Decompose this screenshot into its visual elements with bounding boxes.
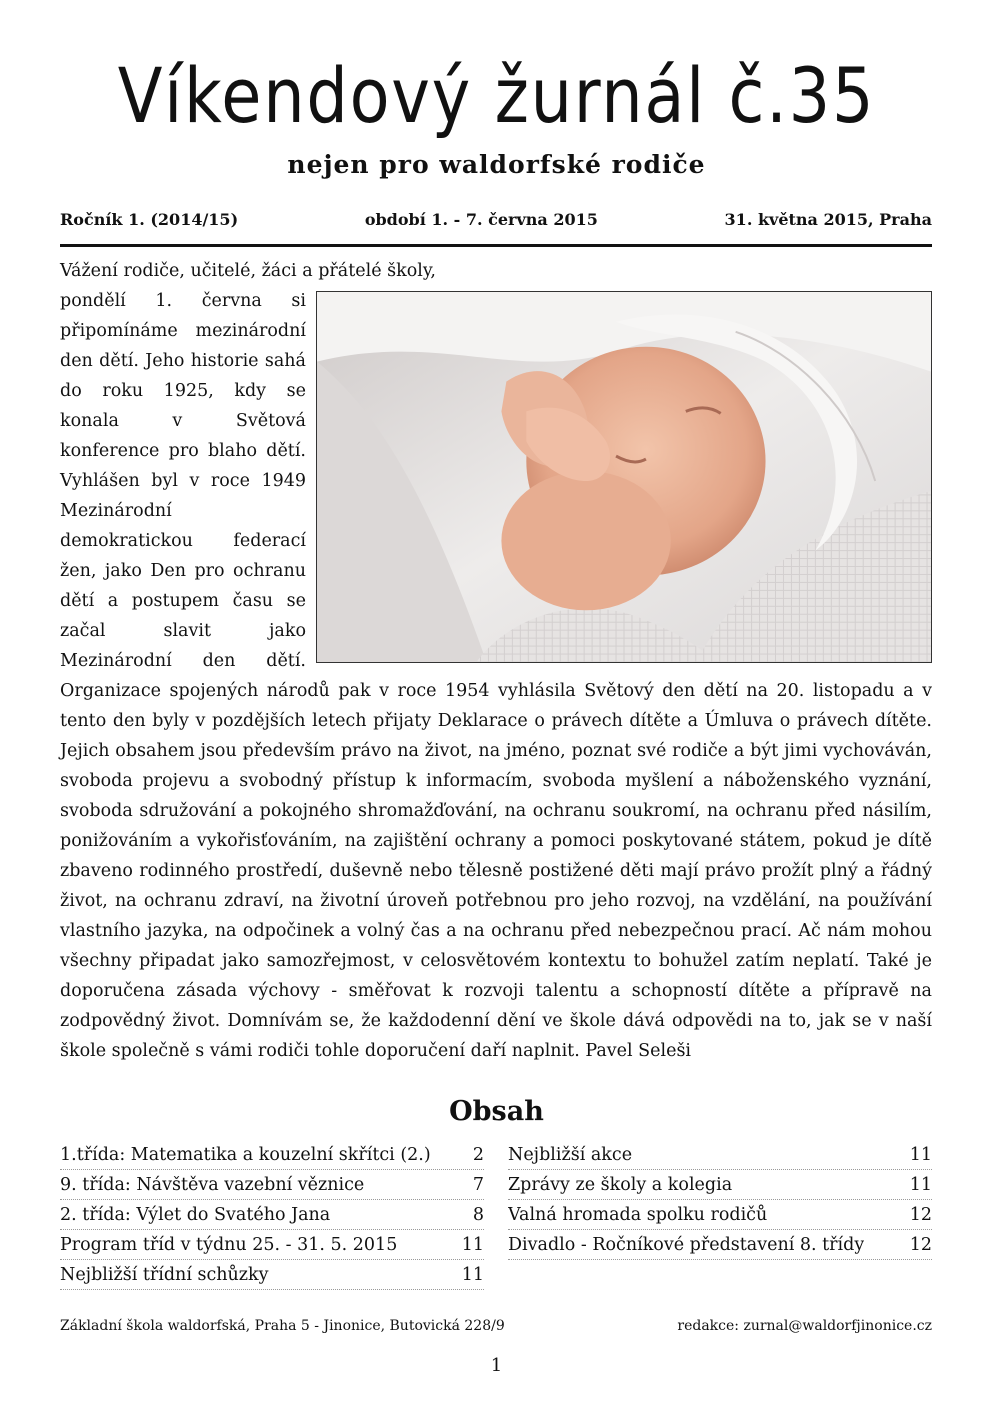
article-body: pondělí 1. června si připomínáme mezinárodní den dětí. Jeho historie sahá do roku 1925, kdy se konala v Světová konference pro blaho dětí. Vyhlášen byl v roce 1949 Mezinárodní demokratickou federací žen, jako Den pro ochranu dětí a postupem času se začal slavit jako Mezinárodní den dětí. Organizace spojených národů pak v roce 1954 vyhlásila Světový den dětí na 20. listopadu a v tento den byly v pozdějších letech přijaty Deklarace o právech dítěte a Úmluva o právech dítěte. Jejich obsahem jsou především právo na život, na jméno, poznat své rodiče a být jimi vychováván, svoboda projevu a svobodný přístup k informacím, svoboda myšlení a náboženského vyznání, svoboda sdružování a pokojného shromažďování, na ochranu soukromí, na ochranu před násilím, ponižováním a vykořisťováním, na zajištění ochrany a pomoci poskytované státem, pokud je dítě zbaveno rodinného prostředí, duševně nebo tělesně postižené děti mají právo prožít plný a řádný život, na ochranu zdraví, na životní úroveň potřebnou pro jeho rozvoj, na vzdělání, na používání vlastního jazyka, na odpočinek a volný čas a na ochranu před nebezpečnou prací. Ač nám mohou všechny připadat jako samozřejmost, v celosvětovém kontextu to bohužel zatím neplatí. Také je doporučena zásada výchovy - směřovat k rozvoji talentu a schopností dítěte a přípravě na zodpovědný život. Domnívám se, že každodenní dění ve škole dává odpovědi na to, jak se v naší škole společně s vámi rodiči tohle doporučení daří naplnit. Pavel Seleši bbox=[60, 291, 932, 1061]
toc-entry[interactable] bbox=[60, 1140, 484, 1170]
toc-entry-title: 9. třída: Návštěva vazební věznice bbox=[60, 1175, 365, 1195]
toc-entry-title: Nejbližší akce bbox=[508, 1145, 633, 1165]
toc-entry-page: 7 bbox=[472, 1175, 484, 1195]
newborn-baby-photo bbox=[316, 291, 932, 663]
toc-entry[interactable] bbox=[60, 1260, 484, 1290]
toc-entry[interactable] bbox=[60, 1230, 484, 1260]
toc-entry[interactable] bbox=[508, 1230, 932, 1260]
toc-entry-title: 2. třída: Výlet do Svatého Jana bbox=[60, 1205, 331, 1225]
toc-entry[interactable] bbox=[508, 1200, 932, 1230]
issue-info-bar bbox=[60, 208, 932, 247]
school-address: Základní škola waldorfská, Praha 5 - Jinonice, Butovická 228/9 bbox=[60, 1318, 505, 1334]
baby-photo-illustration bbox=[317, 292, 931, 662]
date-place-label: 31. května 2015, Praha bbox=[724, 210, 932, 229]
toc-entry-page: 11 bbox=[461, 1235, 484, 1255]
journal-subtitle: nejen pro waldorfské rodiče bbox=[287, 150, 706, 179]
toc-entry-page: 12 bbox=[909, 1205, 932, 1225]
toc-entry-page: 2 bbox=[472, 1145, 484, 1165]
page-footer bbox=[60, 1318, 932, 1334]
toc-entry-title: 1.třída: Matematika a kouzelní skřítci (2.) bbox=[60, 1145, 431, 1165]
toc-entry-page: 11 bbox=[909, 1175, 932, 1195]
toc-entry-page: 11 bbox=[909, 1145, 932, 1165]
editorial-article bbox=[60, 256, 932, 1066]
toc-entry[interactable] bbox=[508, 1170, 932, 1200]
period-label: období 1. - 7. června 2015 bbox=[364, 210, 598, 229]
toc-entry-title: Valná hromada spolku rodičů bbox=[508, 1205, 768, 1225]
toc-entry-title: Zprávy ze školy a kolegia bbox=[508, 1175, 733, 1195]
editorial-contact[interactable]: redakce: zurnal@waldorfjinonice.cz bbox=[677, 1318, 932, 1334]
toc-entry[interactable] bbox=[60, 1200, 484, 1230]
journal-title: Víkendový žurnál č.35 bbox=[117, 51, 876, 140]
page-number: 1 bbox=[490, 1355, 503, 1376]
toc-entry-title: Divadlo - Ročníkové představení 8. třídy bbox=[508, 1235, 865, 1255]
table-of-contents bbox=[60, 1140, 932, 1290]
article-greeting: Vážení rodiče, učitelé, žáci a přátelé školy, bbox=[60, 261, 436, 281]
toc-entry-title: Nejbližší třídní schůzky bbox=[60, 1265, 269, 1285]
toc-entry[interactable] bbox=[60, 1170, 484, 1200]
toc-right-column bbox=[508, 1140, 932, 1290]
toc-entry-title: Program tříd v týdnu 25. - 31. 5. 2015 bbox=[60, 1235, 398, 1255]
volume-label: Ročník 1. (2014/15) bbox=[60, 210, 239, 229]
toc-entry[interactable] bbox=[508, 1140, 932, 1170]
toc-entry-page: 8 bbox=[472, 1205, 484, 1225]
toc-entry-page: 11 bbox=[461, 1265, 484, 1285]
toc-title: Obsah bbox=[449, 1096, 544, 1127]
toc-entry-page: 12 bbox=[909, 1235, 932, 1255]
toc-left-column bbox=[60, 1140, 484, 1290]
